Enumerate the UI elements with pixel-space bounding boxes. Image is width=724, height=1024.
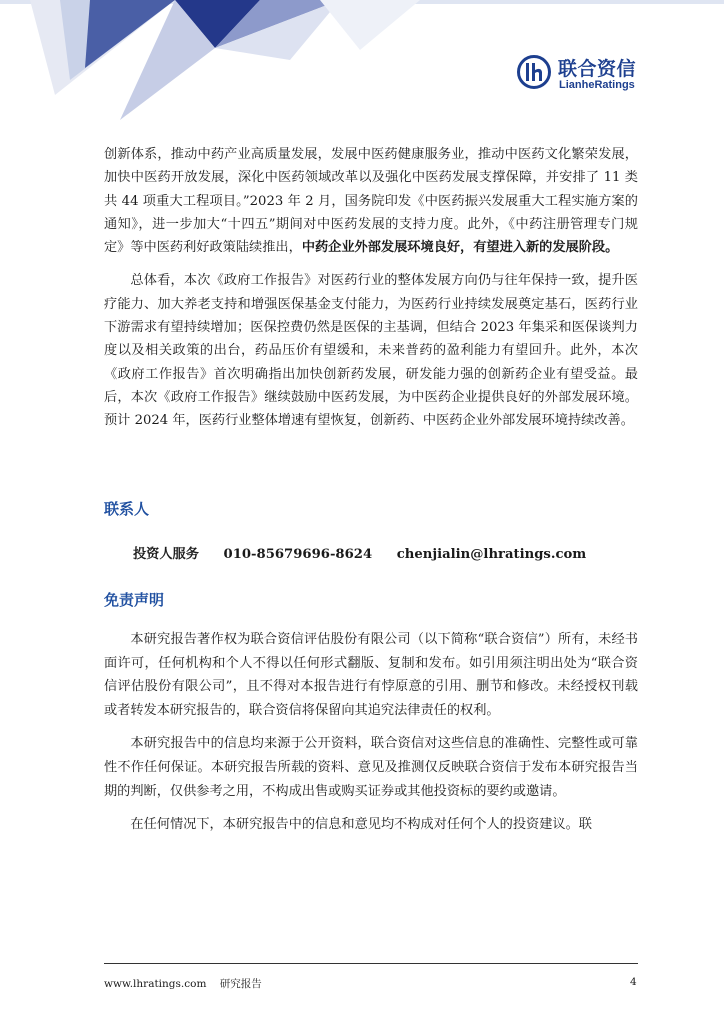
lianhe-logo-icon <box>517 55 551 89</box>
disclaimer-paragraph-3: 在任何情况下，本研究报告中的信息和意见均不构成对任何个人的投资建议。联 <box>130 817 592 833</box>
contact-label: 投资人服务 <box>133 547 199 562</box>
page-number: 4 <box>630 976 637 988</box>
footer-label: 研究报告 <box>219 978 262 990</box>
logo-text-en: LianheRatings <box>559 79 635 91</box>
contact-line <box>133 543 606 562</box>
logo-text-cn: 联合资信 <box>558 58 637 80</box>
footer-source <box>104 976 262 991</box>
disclaimer-paragraph-1: 本研究报告著作权为联合资信评估股份有限公司（以下简称“联合资信”）所有，未经书面许可，任何机构和个人不得以任何形式翻版、复制和发布。如引用须注明出处为“联合资信评估股份有限公司”，且不得对本报告进行有悖原意的引用、删节和修改。未经授权刊载或者转发本研究报告的，联合资信将保留向其追究法律责任的权利。 <box>104 632 638 718</box>
footer-divider <box>104 963 638 964</box>
body-paragraph-1-emphasis: 中药企业外部发展环境良好，有望进入新的发展阶段。 <box>301 240 619 256</box>
report-body <box>104 143 638 433</box>
disclaimer-heading: 免责声明 <box>104 591 165 609</box>
disclaimer-paragraph-2: 本研究报告中的信息均来源于公开资料，联合资信对这些信息的准确性、完整性或可靠性不作任何保证。本研究报告所载的资料、意见及推测仅反映联合资信于发布本研究报告当期的判断，仅供参考之用，不构成出售或购买证券或其他投资标的要约或邀请。 <box>104 736 638 799</box>
contact-heading: 联系人 <box>104 500 150 518</box>
body-paragraph-1 <box>104 143 638 259</box>
footer-url: www.lhratings.com <box>104 978 207 990</box>
contact-email: chenjialin@lhratings.com <box>396 547 587 562</box>
contact-phone: 010-85679696-8624 <box>223 547 373 562</box>
body-paragraph-2: 总体看，本次《政府工作报告》对医药行业的整体发展方向仍与往年保持一致，提升医疗能力、加大养老支持和增强医保基金支付能力，为医药行业持续发展奠定基石，医药行业下游需求有望持续增加；医保控费仍然是医保的主基调，但结合 2023 年集采和医保谈判力度以及相关政策的出台，药品压价有望缓和，未来普药的盈利能力有望回升。此外，本次《政府工作报告》首次明确指出加快创新药发展，研发能力强的创新药企业有望受益。最后，本次《政府工作报告》继续鼓励中医药发展，为中医药企业提供良好的外部发展环境。预计 2024 年，医药行业整体增速有望恢复，创新药、中医药企业外部发展环境持续改善。 <box>104 273 638 429</box>
disclaimer-body <box>104 628 638 847</box>
body-paragraph-1-text: 创新体系，推动中药产业高质量发展，发展中医药健康服务业，推动中医药文化繁荣发展，加快中医药开放发展，深化中医药领域改革以及强化中医药发展支撑保障，并安排了 11 类共 44 项重大工程项目。”2023 年 2 月，国务院印发《中医药振兴发展重大工程实施方案的通知》，进一步加大“十四五”期间对中医药发展的支持力度。此外，《中药注册管理专门规定》等中医药利好政策陆续推出， <box>104 147 638 256</box>
lianhe-logo <box>517 52 647 92</box>
